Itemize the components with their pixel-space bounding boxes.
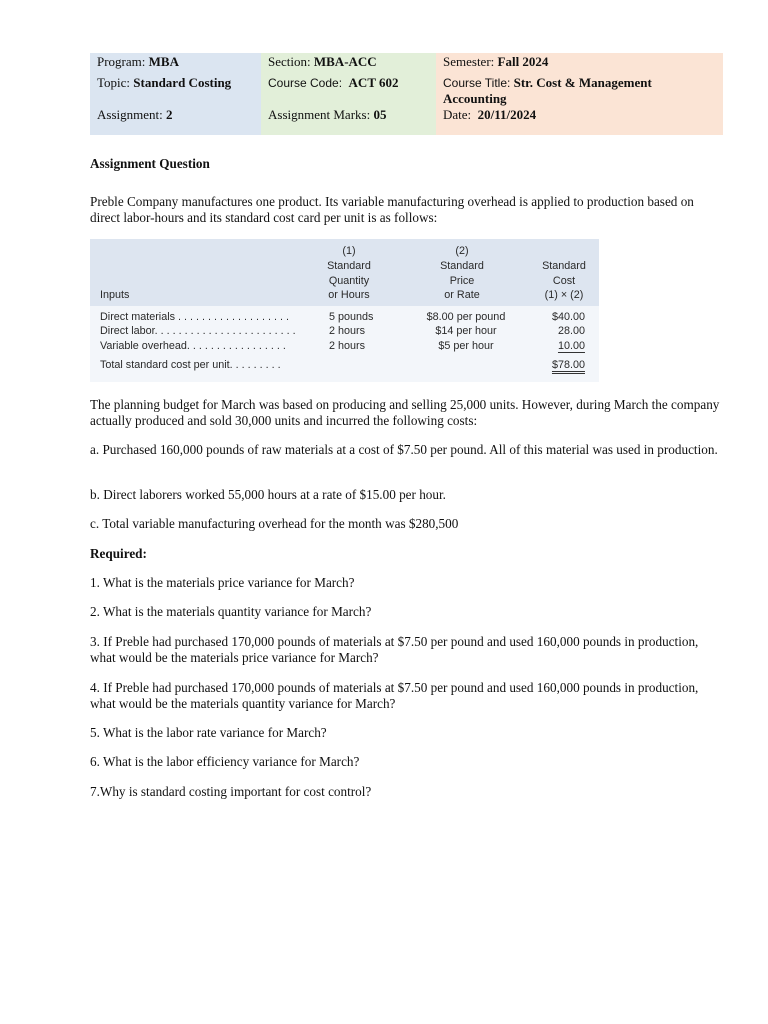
course-info-table	[90, 53, 723, 135]
col2-header-line3: Price	[449, 275, 475, 287]
total-cost: $78.00	[552, 359, 585, 374]
total-label: Total standard cost per unit. . . . . . . . .	[100, 359, 281, 371]
course-title-value: Str. Cost & Management Accounting	[443, 75, 652, 106]
row-labor-price: $14 per hour	[435, 325, 497, 337]
col3-header-line2: Cost	[552, 275, 576, 287]
course-code-cell	[261, 75, 436, 107]
row-overhead-input: Variable overhead. . . . . . . . . . . . . . . . .	[100, 340, 286, 352]
program-value: MBA	[148, 54, 179, 69]
course-title-cell	[436, 75, 723, 107]
date-cell	[436, 107, 723, 135]
cost-item-a: a. Purchased 160,000 pounds of raw materials at a cost of $7.50 per pound. All of this material was used in production.	[90, 442, 718, 457]
row-materials-price: $8.00 per pound	[426, 311, 506, 323]
col3-header-line1: Standard	[542, 260, 586, 272]
semester-label: Semester:	[443, 54, 495, 69]
col2-header-line4: or Rate	[444, 289, 480, 301]
row-materials-cost: $40.00	[551, 311, 585, 323]
row-materials-input: Direct materials . . . . . . . . . . . . . . . . . . .	[100, 311, 289, 323]
row-labor-cost: 28.00	[557, 325, 585, 337]
row-overhead-cost: 10.00	[557, 340, 585, 352]
question-4: 4. If Preble had purchased 170,000 pounds of materials at $7.50 per pound and used 160,000 pounds in production, what would be the materials quantity variance for March?	[90, 680, 699, 711]
question-6: 6. What is the labor efficiency variance for March?	[90, 754, 360, 769]
col3-header-line3: (1) × (2)	[544, 289, 584, 301]
planning-paragraph: The planning budget for March was based on producing and selling 25,000 units. However, during March the company actually produced and sold 30,000 units and incurred the following costs:	[90, 397, 720, 428]
col1-header-line1: (1)	[342, 245, 356, 257]
col2-header-line2: Standard	[440, 260, 484, 272]
course-code-value: ACT 602	[348, 75, 399, 90]
col2-header-line1: (2)	[455, 245, 469, 257]
marks-cell	[261, 107, 436, 135]
intro-paragraph: Preble Company manufactures one product. Its variable manufacturing overhead is applied to production based on direct labor-hours and its standard cost card per unit is as follows:	[90, 194, 694, 225]
topic-value: Standard Costing	[133, 75, 232, 90]
question-7: 7.Why is standard costing important for cost control?	[90, 784, 372, 799]
question-3: 3. If Preble had purchased 170,000 pounds of materials at $7.50 per pound and used 160,000 pounds in production, what would be the materials price variance for March?	[90, 634, 699, 665]
marks-value: 05	[373, 107, 387, 122]
course-code-label: Course Code:	[268, 76, 343, 90]
topic-cell	[90, 75, 261, 107]
intro-section	[90, 156, 720, 226]
standard-cost-card	[90, 239, 599, 382]
col1-header-line4: or Hours	[328, 289, 370, 301]
question-2: 2. What is the materials quantity variance for March?	[90, 604, 372, 619]
required-heading: Required:	[90, 546, 147, 561]
cost-item-c: c. Total variable manufacturing overhead for the month was $280,500	[90, 516, 459, 531]
semester-value: Fall 2024	[497, 54, 549, 69]
topic-label: Topic:	[97, 75, 131, 90]
inputs-header: Inputs	[100, 289, 130, 301]
assignment-value: 2	[165, 107, 173, 122]
assignment-cell	[90, 107, 261, 135]
course-title-label: Course Title:	[443, 76, 511, 90]
row-labor-qty: 2 hours	[329, 325, 366, 337]
col1-header-line3: Quantity	[328, 275, 370, 287]
row-labor-input: Direct labor. . . . . . . . . . . . . . . . . . . . . . . .	[100, 325, 296, 337]
date-label: Date:	[443, 107, 472, 122]
cost-item-b: b. Direct laborers worked 55,000 hours at a rate of $15.00 per hour.	[90, 487, 446, 502]
semester-cell	[436, 53, 723, 75]
program-cell	[90, 53, 261, 75]
date-value: 20/11/2024	[477, 107, 537, 122]
question-5: 5. What is the labor rate variance for March?	[90, 725, 327, 740]
section-cell	[261, 53, 436, 75]
section-label: Section:	[268, 54, 311, 69]
assignment-label: Assignment:	[97, 107, 163, 122]
row-overhead-qty: 2 hours	[329, 340, 366, 352]
col1-header-line2: Standard	[327, 260, 371, 272]
marks-label: Assignment Marks:	[268, 107, 371, 122]
row-materials-qty: 5 pounds	[329, 311, 374, 323]
section-value: MBA-ACC	[313, 54, 377, 69]
program-label: Program:	[97, 54, 146, 69]
row-overhead-price: $5 per hour	[438, 340, 494, 352]
assignment-heading: Assignment Question	[90, 156, 210, 171]
question-1: 1. What is the materials price variance for March?	[90, 575, 355, 590]
